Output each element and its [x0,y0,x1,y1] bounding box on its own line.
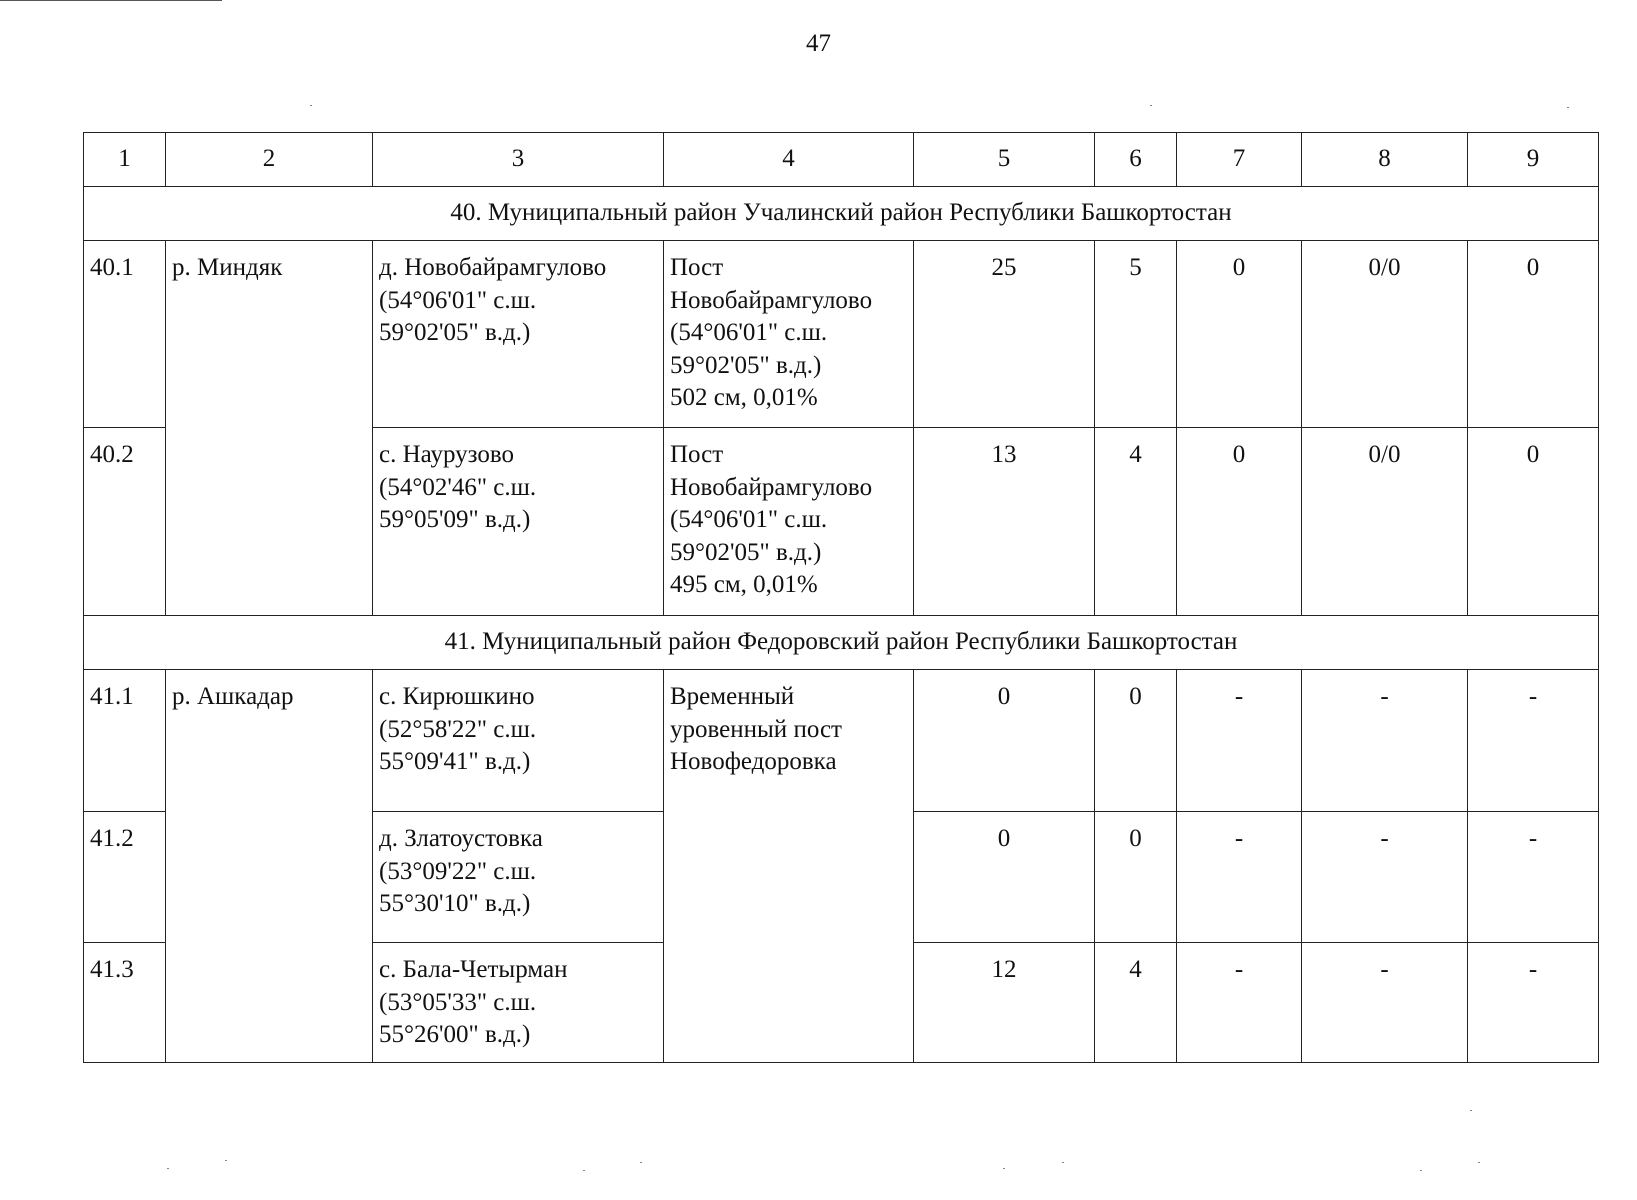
column-header: 5 [914,133,1095,187]
scan-speck [1150,105,1152,106]
settlement-line: с. Наурузово [379,441,515,468]
settlement-cell [373,670,664,812]
value-col6: 5 [1095,241,1177,428]
post-line: 59°02'05" в.д.) [670,351,822,379]
column-header: 1 [84,133,166,187]
scan-speck [640,1162,642,1163]
gauge-post-cell [664,670,914,1063]
settlement-line: (54°06'01" с.ш. [379,286,537,314]
value-col6: 4 [1095,428,1177,616]
value-col5: 25 [914,241,1095,428]
scan-speck [1003,1168,1005,1169]
post-line: Новобайрамгулово [670,473,873,501]
corner-scan-mark [0,0,222,1]
value-col7: 0 [1177,428,1302,616]
post-line: Новобайрамгулово [670,286,873,314]
row-number: 40.2 [84,428,166,616]
scan-speck [583,1170,585,1171]
settlement-cell [373,428,664,616]
value-col5: 0 [914,812,1095,943]
settlement-line: д. Златоустовка [379,825,543,852]
column-header: 6 [1095,133,1177,187]
settlement-line: (52°58'22" с.ш. [379,715,537,743]
settlement-line: д. Новобайрамгулово [379,254,607,281]
settlement-cell [373,812,664,943]
scan-speck [1478,1162,1480,1163]
value-col9: - [1468,670,1599,812]
post-line: Новофедоровка [670,748,837,775]
settlement-line: 59°02'05" в.д.) [379,319,531,346]
gauge-post-cell [664,428,914,616]
table-row [84,241,1599,428]
scan-speck [1470,1110,1472,1111]
post-line: уровенный пост [670,715,842,743]
value-col8: 0/0 [1302,241,1468,428]
settlement-line: 55°30'10" в.д.) [379,890,531,917]
value-col9: 0 [1468,241,1599,428]
value-col6: 4 [1095,943,1177,1063]
settlement-cell [373,241,664,428]
post-line: 59°02'05" в.д.) [670,538,822,566]
value-col8: - [1302,812,1468,943]
column-header: 9 [1468,133,1599,187]
scan-speck [225,1160,227,1161]
page-number: 47 [806,30,831,57]
scan-speck [1567,107,1569,108]
settlement-line: (53°09'22" с.ш. [379,857,537,885]
value-col7: - [1177,943,1302,1063]
row-number: 41.3 [84,943,166,1063]
settlement-line: (53°05'33" с.ш. [379,988,537,1016]
scan-speck [310,105,312,106]
column-header: 2 [166,133,373,187]
post-line: Временный [670,683,795,710]
post-line: 502 см, 0,01% [670,384,818,411]
value-col9: 0 [1468,428,1599,616]
value-col8: - [1302,943,1468,1063]
section-heading-row [84,616,1599,670]
post-line: Пост [670,441,724,468]
post-line: (54°06'01" с.ш. [670,506,828,533]
column-header: 3 [373,133,664,187]
post-line: 495 см, 0,01% [670,571,818,598]
value-col6: 0 [1095,670,1177,812]
value-col5: 12 [914,943,1095,1063]
row-number: 41.2 [84,812,166,943]
row-number: 41.1 [84,670,166,812]
scan-speck [1062,1162,1064,1163]
section-heading-row [84,187,1599,241]
value-col8: - [1302,670,1468,812]
settlement-cell [373,943,664,1063]
settlement-line: 59°05'09" в.д.) [379,506,531,533]
column-number-row [84,133,1599,187]
value-col7: - [1177,812,1302,943]
row-number: 40.1 [84,241,166,428]
section-title: 40. Муниципальный район Учалинский район Республики Башкортостан [84,187,1599,241]
scan-speck [167,1168,169,1169]
scan-speck [1420,1170,1422,1171]
column-header: 8 [1302,133,1468,187]
value-col9: - [1468,812,1599,943]
table-row [84,670,1599,812]
value-col5: 0 [914,670,1095,812]
column-header: 4 [664,133,914,187]
value-col9: - [1468,943,1599,1063]
section-title: 41. Муниципальный район Федоровский район Республики Башкортостан [84,616,1599,670]
value-col7: 0 [1177,241,1302,428]
post-line: Пост [670,254,724,281]
settlement-line: (54°02'46" с.ш. [379,473,537,501]
value-col8: 0/0 [1302,428,1468,616]
river-name: р. Ашкадар [166,670,373,1063]
value-col5: 13 [914,428,1095,616]
gauge-post-cell [664,241,914,428]
column-header: 7 [1177,133,1302,187]
settlement-line: 55°09'41" в.д.) [379,748,531,775]
post-line: (54°06'01" с.ш. [670,319,828,346]
water-monitoring-table [83,132,1599,1063]
settlement-line: с. Кирюшкино [379,683,535,710]
settlement-line: с. Бала-Четырман [379,956,568,983]
value-col6: 0 [1095,812,1177,943]
value-col7: - [1177,670,1302,812]
settlement-line: 55°26'00" в.д.) [379,1021,531,1048]
river-name: р. Миндяк [166,241,373,616]
